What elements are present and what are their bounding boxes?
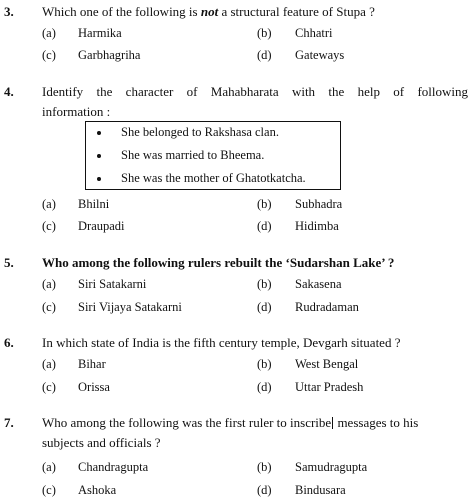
info-bullet-2: She was married to Bheema.	[121, 148, 265, 162]
q4-option-c-text: Draupadi	[78, 219, 125, 233]
q6-option-a-text: Bihar	[78, 357, 106, 371]
q5-option-b-label: (b)	[257, 277, 272, 291]
q5-option-a-text: Siri Satakarni	[78, 277, 147, 291]
question-3-number: 3.	[4, 4, 14, 19]
q6-option-d-label: (d)	[257, 380, 272, 394]
q7-option-d-text: Bindusara	[295, 483, 346, 497]
q6-option-c-label: (c)	[42, 380, 56, 394]
question-5-number: 5.	[4, 255, 14, 270]
q6-option-b-text: West Bengal	[295, 357, 359, 371]
q7-option-a-text: Chandragupta	[78, 460, 149, 474]
q3-option-a-text: Harmika	[78, 26, 122, 40]
q3-option-c-text: Garbhagriha	[78, 48, 141, 62]
info-bullet-3: She was the mother of Ghatotkatcha.	[121, 171, 306, 185]
question-4-line-2: information :	[42, 104, 111, 119]
q3-option-d-label: (d)	[257, 48, 272, 62]
q7-option-c-label: (c)	[42, 483, 56, 497]
q5-option-d-label: (d)	[257, 300, 272, 314]
q7-option-b-text: Samudragupta	[295, 460, 368, 474]
question-7-number: 7.	[4, 415, 14, 430]
question-6-text: In which state of India is the fifth century temple, Devgarh situated ?	[42, 335, 401, 350]
question-6-number: 6.	[4, 335, 14, 350]
bullet-icon	[97, 177, 101, 181]
q7-option-a-label: (a)	[42, 460, 56, 474]
q3-option-d-text: Gateways	[295, 48, 345, 62]
question-5-text: Who among the following rulers rebuilt the ‘Sudarshan Lake’ ?	[42, 255, 395, 270]
bullet-icon	[97, 154, 101, 158]
q5-option-d-text: Rudradaman	[295, 300, 359, 314]
q4-option-a-text: Bhilni	[78, 197, 110, 211]
q7-option-c-text: Ashoka	[78, 483, 117, 497]
q4-option-d-label: (d)	[257, 219, 272, 233]
question-7-line-1	[42, 415, 468, 431]
q4-option-a-label: (a)	[42, 197, 56, 211]
q6-option-a-label: (a)	[42, 357, 56, 371]
question-3-text-before: Which one of the following is	[42, 4, 201, 19]
q3-option-b-label: (b)	[257, 26, 272, 40]
question-3-emphasis: not	[200, 4, 219, 19]
q5-option-c-label: (c)	[42, 300, 56, 314]
q6-option-c-text: Orissa	[78, 380, 110, 394]
info-bullet-1: She belonged to Rakshasa clan.	[121, 125, 279, 139]
q7-option-b-label: (b)	[257, 460, 272, 474]
q6-option-b-label: (b)	[257, 357, 272, 371]
q4-option-c-label: (c)	[42, 219, 56, 233]
q6-option-d-text: Uttar Pradesh	[295, 380, 364, 394]
bullet-icon	[97, 131, 101, 135]
q3-option-c-label: (c)	[42, 48, 56, 62]
q3-option-b-text: Chhatri	[295, 26, 333, 40]
q4-option-d-text: Hidimba	[295, 219, 339, 233]
q7-option-d-label: (d)	[257, 483, 272, 497]
q5-option-b-text: Sakasena	[295, 277, 342, 291]
question-7-line-1-after: messages to his	[334, 415, 419, 430]
q5-option-c-text: Siri Vijaya Satakarni	[78, 300, 182, 314]
question-4-line-1: Identify the character of Mahabharata with the help of following	[42, 84, 468, 99]
question-4-number: 4.	[4, 84, 14, 99]
q4-option-b-label: (b)	[257, 197, 272, 211]
question-7-line-1-before: Who among the following was the first ruler to inscribe	[42, 415, 332, 430]
q3-option-a-label: (a)	[42, 26, 56, 40]
question-7-line-2: subjects and officials ?	[42, 435, 161, 450]
question-3-text	[42, 4, 375, 20]
q4-option-b-text: Subhadra	[295, 197, 343, 211]
question-3-text-after: a structural feature of Stupa ?	[218, 4, 375, 19]
q5-option-a-label: (a)	[42, 277, 56, 291]
